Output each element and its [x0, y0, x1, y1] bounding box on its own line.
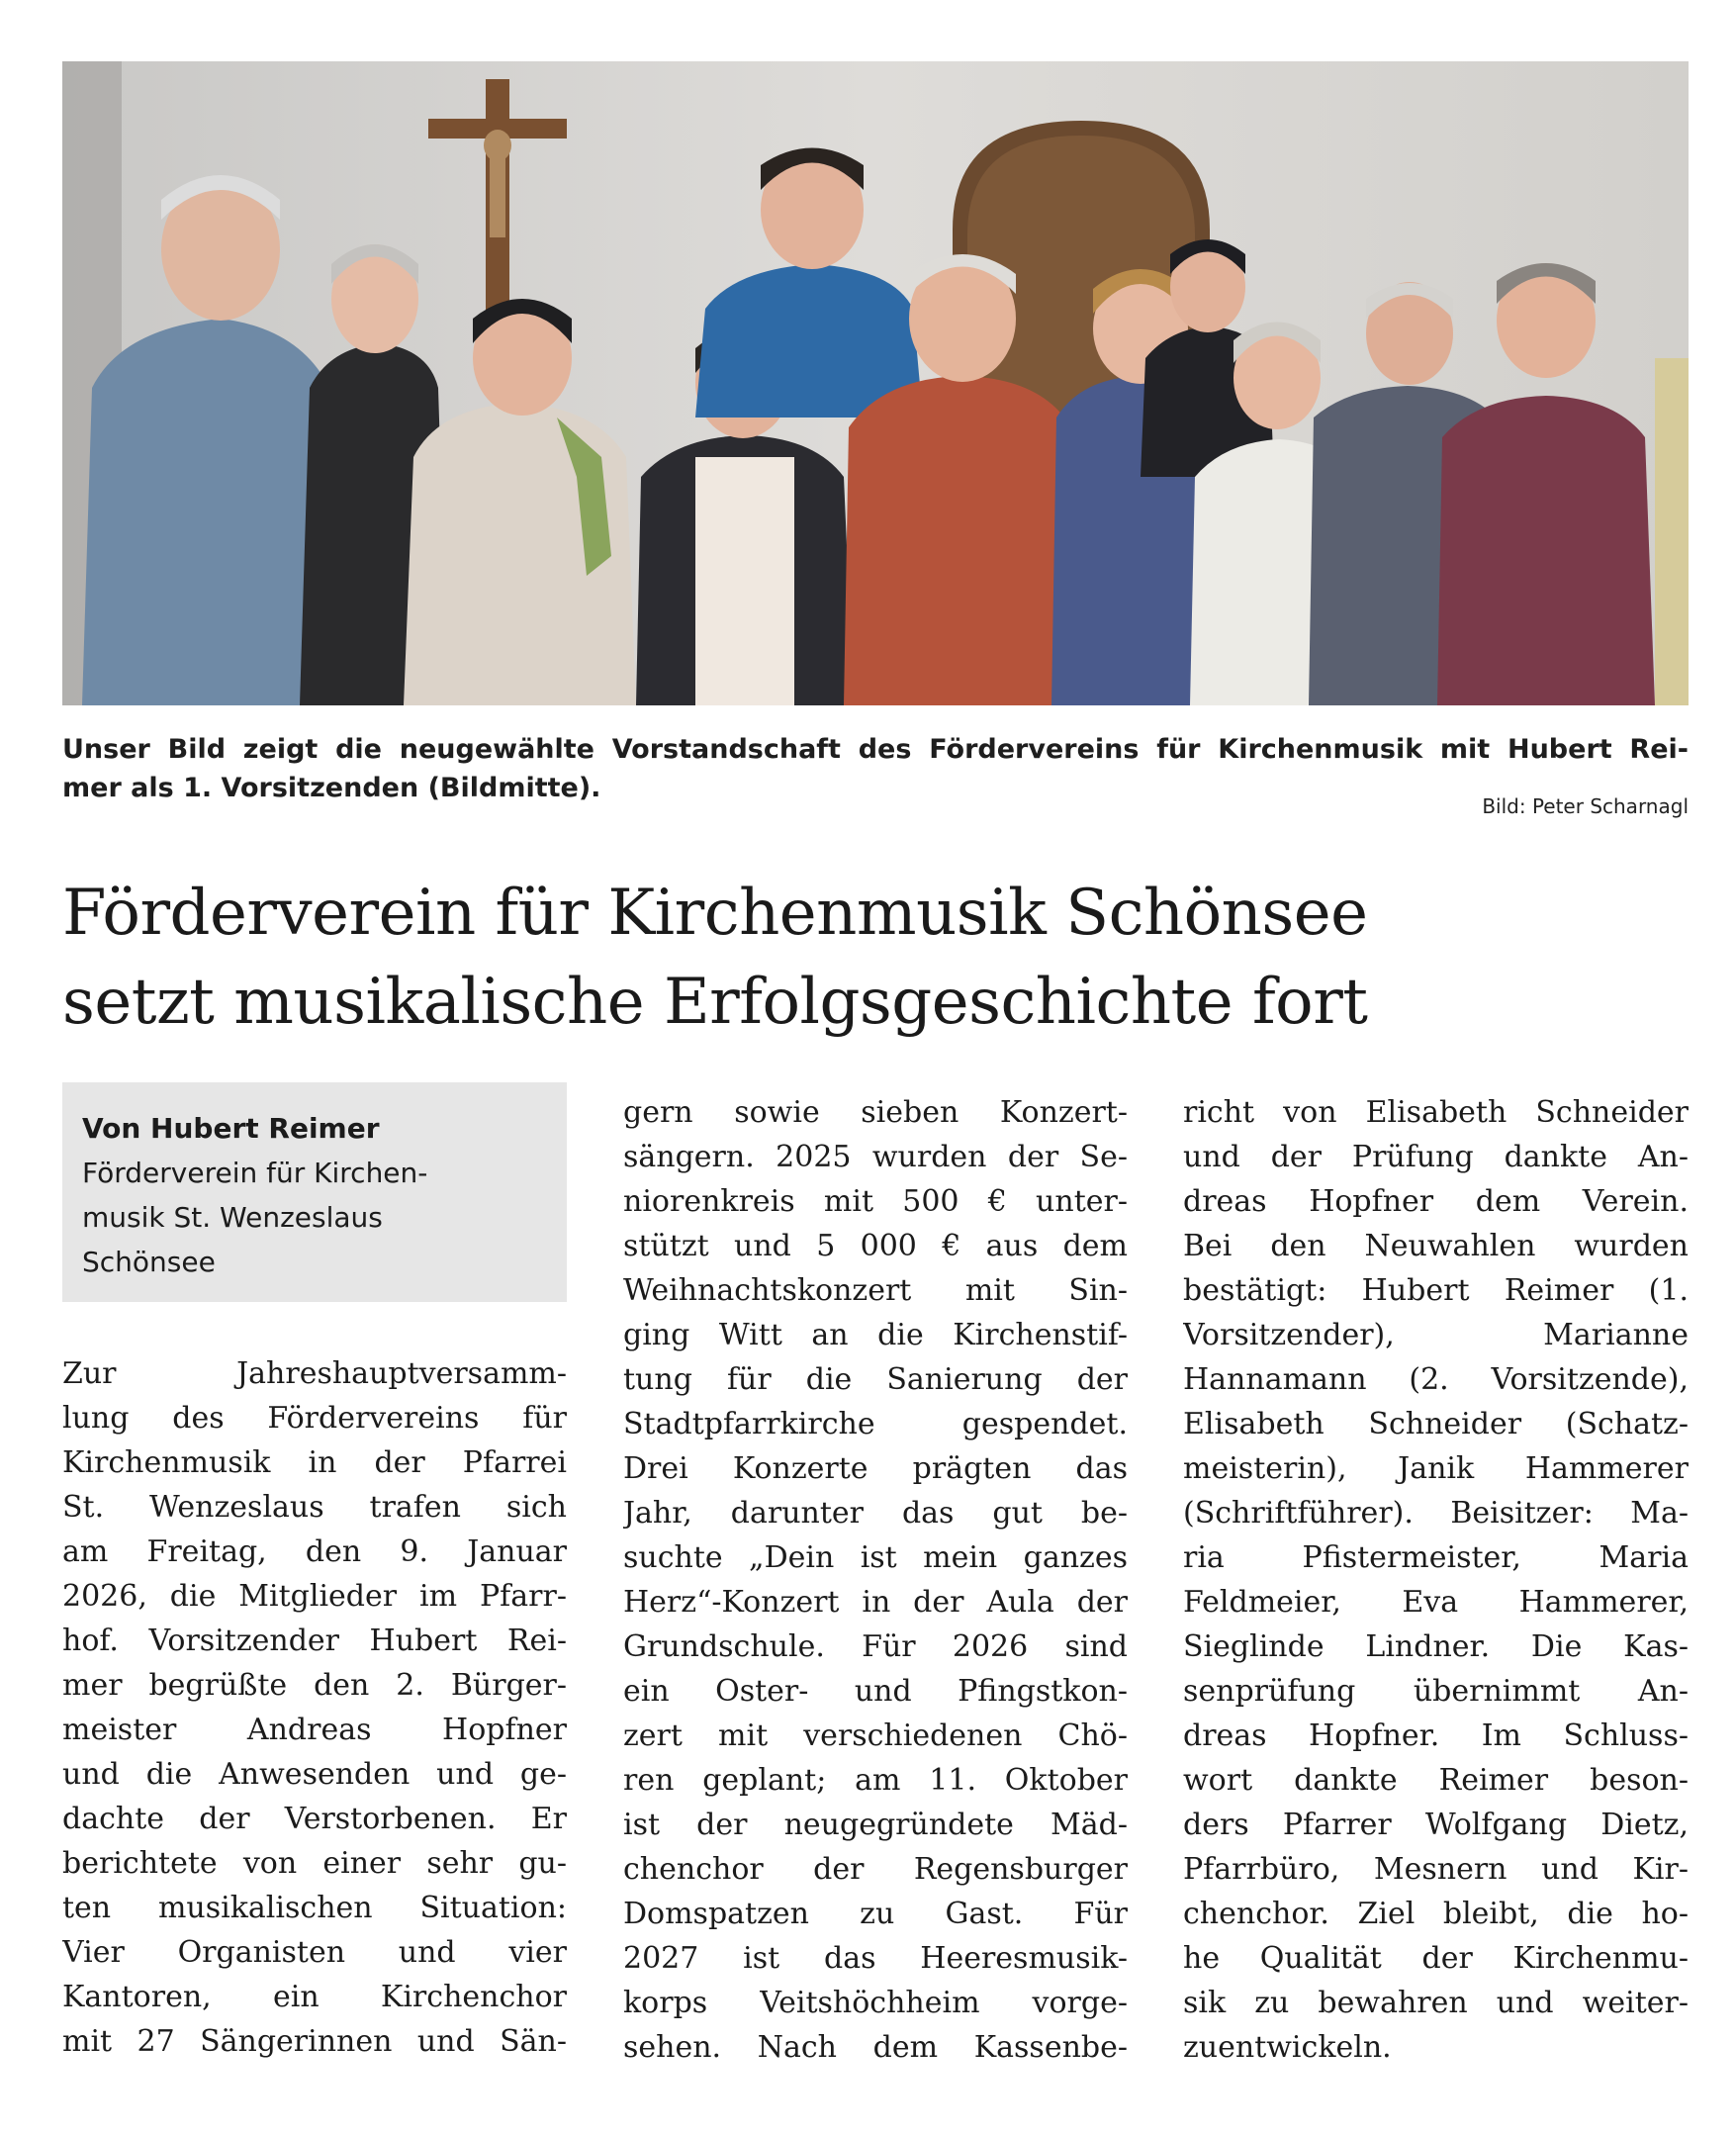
article-text-line: 2026, die Mitglieder im Pfarr-	[62, 1579, 567, 1614]
article-text-line: hof. Vorsitzender Hubert Rei-	[62, 1624, 567, 1658]
article-text-line: Weihnachtskonzert mit Sin-	[623, 1273, 1128, 1308]
article-text-line: Herz“-Konzert in der Aula der	[623, 1585, 1128, 1620]
article-text-line: gern sowie sieben Konzert-	[623, 1095, 1128, 1130]
article-text-line: wort dankte Reimer beson-	[1183, 1763, 1689, 1798]
article-column-2	[623, 1090, 1128, 2070]
group-photo-icon	[62, 61, 1689, 705]
article-text-line: lung des Fördervereins für	[62, 1401, 567, 1436]
article-text-line: Zur Jahreshauptversamm-	[62, 1356, 567, 1391]
article-text-line: sik zu bewahren und weiter-	[1183, 1986, 1689, 2020]
article-column-3	[1183, 1090, 1689, 2070]
article-text-line: Elisabeth Schneider (Schatz-	[1183, 1407, 1689, 1441]
article-text-line: senprüfung übernimmt An-	[1183, 1674, 1689, 1709]
article-text-line: St. Wenzeslaus trafen sich	[62, 1490, 567, 1525]
article-text-line: meisterin), Janik Hammerer	[1183, 1451, 1689, 1486]
article-text-line: Kirchenmusik in der Pfarrei	[62, 1445, 567, 1480]
caption-line: Unser Bild zeigt die neugewählte Vorstandschaft des Fördervereins für Kirchenmusik mit Hubert Rei-	[62, 734, 1689, 765]
article-text-line: 2027 ist das Heeresmusik-	[623, 1941, 1128, 1976]
article-text-line: zuentwickeln.	[1183, 2030, 1392, 2065]
article-text-line: dreas Hopfner. Im Schluss-	[1183, 1718, 1689, 1753]
article-text-line: suchte „Dein ist mein ganzes	[623, 1540, 1128, 1575]
article-text-line: Hannamann (2. Vorsitzende),	[1183, 1362, 1689, 1397]
headline	[62, 869, 1694, 1047]
headline-line: setzt musikalische Erfolgsgeschichte fort	[62, 966, 1368, 1039]
article-text-line: stützt und 5 000 € aus dem	[623, 1229, 1128, 1263]
article-text-line: Drei Konzerte prägten das	[623, 1451, 1128, 1486]
article-text-line: ren geplant; am 11. Oktober	[623, 1763, 1128, 1798]
article-text-line: Pfarrbüro, Mesnern und Kir-	[1183, 1852, 1689, 1887]
article-text-line: sängern. 2025 wurden der Se-	[623, 1140, 1128, 1174]
article-text-line: mit 27 Sängerinnen und Sän-	[62, 2024, 567, 2059]
article-text-line: chenchor. Ziel bleibt, die ho-	[1183, 1897, 1689, 1931]
article-text-line: niorenkreis mit 500 € unter-	[623, 1184, 1128, 1219]
article-text-line: Kantoren, ein Kirchenchor	[62, 1980, 567, 2014]
photo-credit: Bild: Peter Scharnagl	[1482, 794, 1689, 818]
article-text-line: ders Pfarrer Wolfgang Dietz,	[1183, 1808, 1689, 1842]
article-text-line: am Freitag, den 9. Januar	[62, 1534, 567, 1569]
article-text-line: und die Anwesenden und ge-	[62, 1757, 567, 1792]
article-text-line: berichtete von einer sehr gu-	[62, 1846, 567, 1881]
article-text-line: tung für die Sanierung der	[623, 1362, 1128, 1397]
article-text-line: dreas Hopfner dem Verein.	[1183, 1184, 1689, 1219]
article-text-line: zert mit verschiedenen Chö-	[623, 1718, 1128, 1753]
author-box	[62, 1082, 567, 1302]
article-text-line: sehen. Nach dem Kassenbe-	[623, 2030, 1128, 2065]
article-text-line: korps Veitshöchheim vorge-	[623, 1986, 1128, 2020]
article-text-line: ging Witt an die Kirchenstif-	[623, 1318, 1128, 1352]
article-text-line: meister Andreas Hopfner	[62, 1713, 567, 1747]
author-name: Von Hubert Reimer	[82, 1112, 380, 1145]
author-affiliation-line: Schönsee	[82, 1246, 216, 1278]
article-text-line: Domspatzen zu Gast. Für	[623, 1897, 1128, 1931]
group-photo	[62, 61, 1689, 705]
article-text-line: ist der neugegründete Mäd-	[623, 1808, 1128, 1842]
article-text-line: Sieglinde Lindner. Die Kas-	[1183, 1629, 1689, 1664]
article-text-line: richt von Elisabeth Schneider	[1183, 1095, 1689, 1130]
article-text-line: ten musikalischen Situation:	[62, 1891, 567, 1925]
article-text-line: mer begrüßte den 2. Bürger-	[62, 1668, 567, 1703]
article-text-line: Jahr, darunter das gut be-	[623, 1496, 1128, 1531]
article-text-line: bestätigt: Hubert Reimer (1.	[1183, 1273, 1689, 1308]
article-text-line: Bei den Neuwahlen wurden	[1183, 1229, 1689, 1263]
article-text-line: ria Pfistermeister, Maria	[1183, 1540, 1689, 1575]
article-text-line: chenchor der Regensburger	[623, 1852, 1128, 1887]
article-text-line: (Schriftführer). Beisitzer: Ma-	[1183, 1496, 1689, 1531]
article-text-line: Grundschule. Für 2026 sind	[623, 1629, 1128, 1664]
article-text-line: Stadtpfarrkirche gespendet.	[623, 1407, 1128, 1441]
article-text-line: ein Oster- und Pfingstkon-	[623, 1674, 1128, 1709]
article-text-line: und der Prüfung dankte An-	[1183, 1140, 1689, 1174]
article-text-line: dachte der Verstorbenen. Er	[62, 1802, 567, 1836]
article-text-line: Vier Organisten und vier	[62, 1935, 567, 1970]
caption-line: mer als 1. Vorsitzenden (Bildmitte).	[62, 773, 601, 803]
photo-caption	[62, 730, 1689, 807]
author-affiliation-line: musik St. Wenzeslaus	[82, 1201, 383, 1234]
article-column-1	[62, 1351, 567, 2064]
author-affiliation-line: Förderverein für Kirchen-	[82, 1157, 428, 1189]
headline-line: Förderverein für Kirchenmusik Schönsee	[62, 877, 1368, 950]
article-text-line: Feldmeier, Eva Hammerer,	[1183, 1585, 1689, 1620]
article-text-line: Vorsitzender), Marianne	[1183, 1318, 1689, 1352]
article-text-line: he Qualität der Kirchenmu-	[1183, 1941, 1689, 1976]
